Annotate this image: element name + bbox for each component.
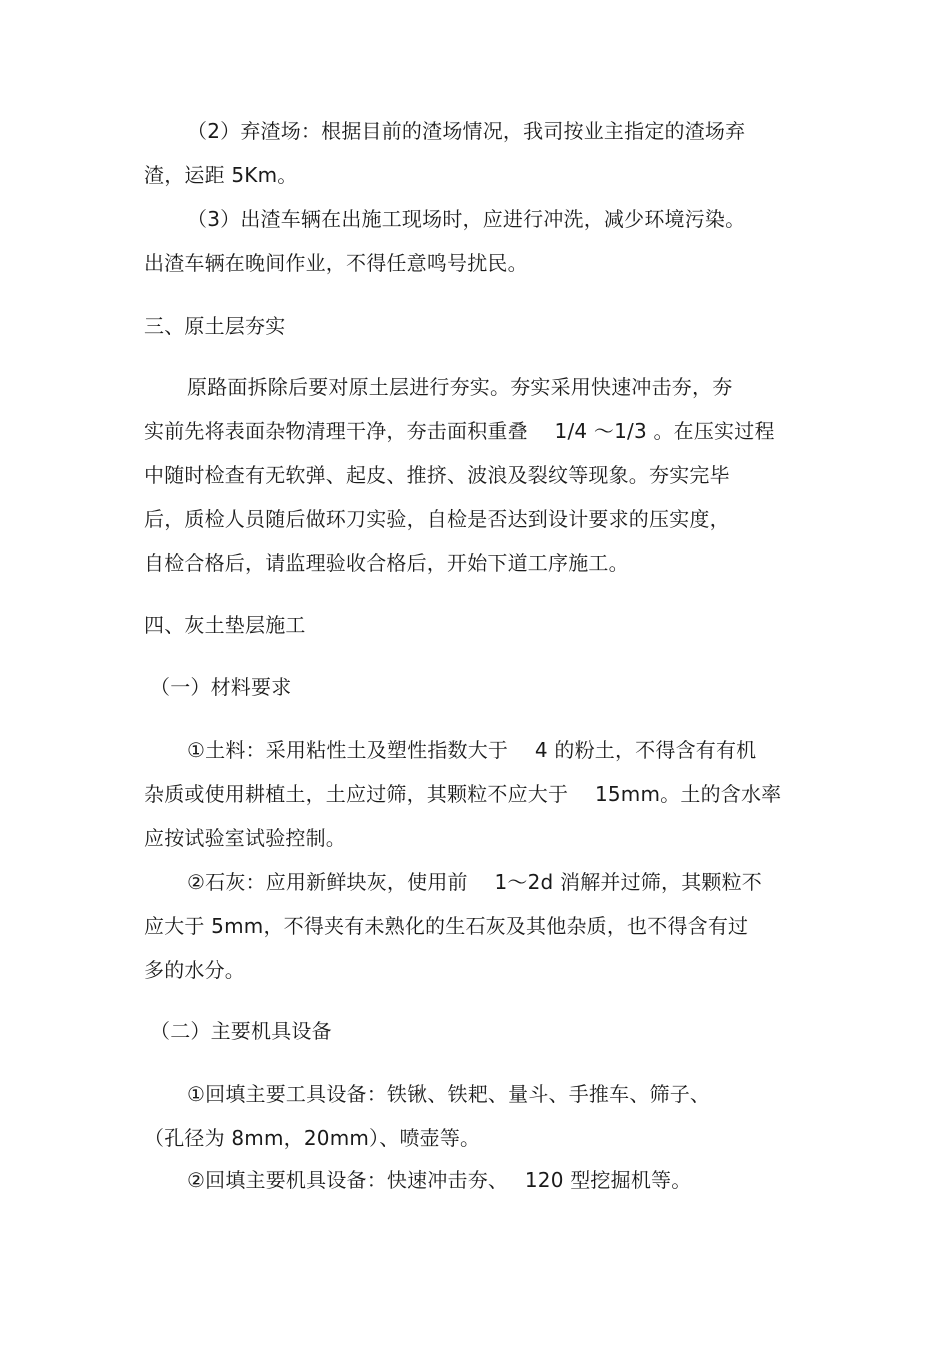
paragraph-line: 多的水分。	[144, 958, 245, 982]
paragraph-line: 实前先将表面杂物清理干净，夯击面积重叠 1/4 ～1/3 。在压实过程	[144, 419, 775, 443]
paragraph-line: 渣，运距 5Km。	[144, 163, 298, 187]
paragraph-line: 原路面拆除后要对原土层进行夯实。夯实采用快速冲击夯，夯	[187, 375, 733, 399]
paragraph-line: ①回填主要工具设备：铁锹、铁耙、量斗、手推车、筛子、	[187, 1082, 711, 1106]
section-heading: 四、灰土垫层施工	[144, 613, 306, 637]
paragraph-line: 中随时检查有无软弹、起皮、推挤、波浪及裂纹等现象。夯实完毕	[144, 463, 730, 487]
paragraph-line: 应大于 5mm，不得夹有未熟化的生石灰及其他杂质，也不得含有过	[144, 914, 749, 938]
section-heading: 三、原土层夯实	[144, 314, 286, 338]
paragraph-line: 后，质检人员随后做环刀实验，自检是否达到设计要求的压实度，	[144, 507, 730, 531]
subsection-heading: （二）主要机具设备	[150, 1019, 332, 1043]
paragraph-line: 出渣车辆在晚间作业，不得任意鸣号扰民。	[144, 251, 528, 275]
paragraph-line: ②石灰：应用新鲜块灰，使用前 1～2d 消解并过筛，其颗粒不	[187, 870, 762, 894]
paragraph-line: （孔径为 8mm，20mm）、喷壶等。	[144, 1126, 481, 1150]
paragraph-line: ②回填主要机具设备：快速冲击夯、 120 型挖掘机等。	[187, 1168, 692, 1192]
paragraph-line: （2）弃渣场：根据目前的渣场情况，我司按业主指定的渣场弃	[187, 119, 746, 143]
paragraph-line: 应按试验室试验控制。	[144, 826, 346, 850]
subsection-heading: （一）材料要求	[150, 675, 292, 699]
paragraph-line: （3）出渣车辆在出施工现场时，应进行冲洗，减少环境污染。	[187, 207, 746, 231]
paragraph-line: 杂质或使用耕植土，土应过筛，其颗粒不应大于 15mm。土的含水率	[144, 782, 782, 806]
paragraph-line: 自检合格后，请监理验收合格后，开始下道工序施工。	[144, 551, 629, 575]
paragraph-line: ①土料：采用粘性土及塑性指数大于 4 的粉土，不得含有有机	[187, 738, 757, 762]
